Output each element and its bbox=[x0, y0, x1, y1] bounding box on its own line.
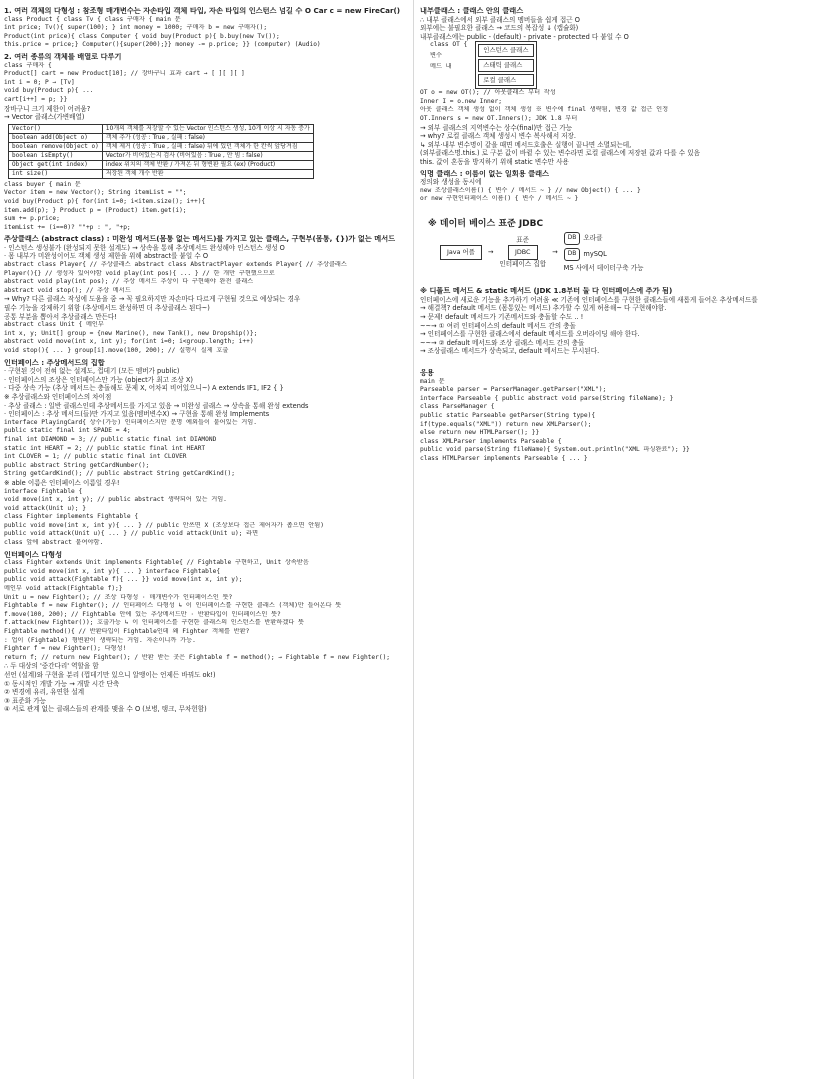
section-heading: 인터페이스 : 추상메서드의 집합 bbox=[4, 358, 105, 367]
method-signature: Object get(int index) bbox=[9, 160, 103, 169]
code-line: interface Parseable { public abstract void parse(String fileName); } bbox=[420, 394, 674, 402]
note-line: 필수 기능을 강제하기 위함 (추상메서드 완성하면 더 추상클래스 된다~) bbox=[4, 304, 210, 313]
code-line: class HTMLParser implements Parseable { ... } bbox=[420, 454, 588, 462]
note-line: → why? 로컬 클래스 객체 생성시 변수 복사해서 저장. bbox=[420, 132, 577, 141]
method-description: 객체 제거 (성공 : True , 실패 : false) 뒤에 있던 객체가 한 칸씩 앞당겨짐 bbox=[102, 142, 313, 151]
code-line: f.move(100, 200); // Fightable 안에 있는 추상메서드만 · 반환타입이 인터페이스인 뜻? bbox=[4, 610, 281, 618]
note-line: (외부클래스명.this.) 로 구분 값이 바뀔 수 있는 변수라면 로컬 클래스에 저장된 값과 다를 수 있음 bbox=[420, 149, 701, 158]
note-line: ② 변경에 유리, 유연한 설계 bbox=[4, 688, 85, 697]
code-line: public void parse(String fileName){ System.out.println("XML 파싱완료"); }} bbox=[420, 446, 690, 454]
code-line: Product[] cart = new Product[10]; // 장바구니 효과 cart → [ ][ ][ ] bbox=[4, 70, 245, 78]
code-line: class buyer { main 문 bbox=[4, 180, 81, 188]
jdbc-interface-label: 인터페이스 집합 bbox=[499, 259, 547, 268]
database-stack bbox=[564, 232, 644, 272]
inner-class-box: 인스턴스 클래스 bbox=[478, 44, 533, 57]
section-heading: ※ 디폴트 메서드 & static 메서드 (JDK 1.8부터 둘 다 인터페이스에 추가 됨) bbox=[420, 287, 673, 296]
note-line: 인터페이스에 새로운 기능을 추가하기 어려움 ≪ 기존에 인터페이스를 구현한 클래스들에 새롭게 들어온 추상메서드를 bbox=[420, 295, 758, 304]
code-line: void move(int x, int y); // public abstract 생략되어 있는 거임. bbox=[4, 496, 227, 504]
method-signature: boolean add(Object o) bbox=[9, 133, 103, 142]
column-divider bbox=[413, 0, 414, 1079]
code-line: public static Parseable getParser(String type){ bbox=[420, 411, 596, 419]
code-line: new 조상클래스이름() { 변수 / 메서드 ~ } // new Object() { ... } bbox=[420, 186, 641, 194]
code-line: else return new HTMLParser(); }} bbox=[420, 429, 540, 437]
code-line: static int HEART = 2; // public static final int HEART bbox=[4, 444, 206, 452]
code-line: void stop(){ ... } group[i].move(100, 200); // 실행시 실제 호출 bbox=[4, 347, 229, 354]
jdbc-note: MS 사에서 데이터구축 가능 bbox=[563, 263, 644, 272]
code-line: public abstract String getCardNumber(); bbox=[4, 461, 150, 469]
code-line: final int DIAMOND = 3; // public static final int DIAMOND bbox=[4, 435, 217, 443]
code-line: Inner I = o.new Inner; bbox=[420, 97, 502, 105]
method-table bbox=[8, 124, 314, 179]
note-line: 외부에는 불필요한 클래스 → 코드의 복잡성 ↓ (캡슐화) bbox=[420, 24, 579, 33]
section-heading: 2. 여러 종류의 객체를 배열로 다루기 bbox=[4, 52, 122, 61]
code-line: public void attack(Fightable f){ ... }} void move(int x, int y); bbox=[4, 576, 243, 584]
section-title: ※ 데이터 베이스 표준 JDBC bbox=[428, 218, 544, 229]
inner-class-diagram bbox=[430, 41, 828, 89]
code-line: Product(int price){ class Computer { void buy(Product p){ b.buy(new Tv()); bbox=[4, 32, 280, 40]
note-line: 선언 (설계)와 구현을 분리 (껍데기만 있으니 알맹이는 언제든 바꿔도 ok!) bbox=[4, 670, 216, 679]
section-heading: 추상클래스 (abstract class) : 미완성 메서드(몸통 없는 메서드)를 가지고 있는 클래스, 구현부(몸통, {})가 없는 메서드 bbox=[4, 235, 396, 244]
method-description: 객체 추가 (성공 : True , 실패 : false) bbox=[102, 133, 313, 142]
note-line: · 몸 내부가 미완성이어도 객체 생성 제한을 위해 abstract를 붙일 수 O bbox=[4, 252, 209, 261]
code-line: public void move(int x, int y){ ... } // public 안쓰면 X (조상보다 접근 제어자가 좁으면 안됨) bbox=[4, 521, 324, 529]
code-line: abstract class Unit { 메인부 bbox=[4, 321, 104, 329]
database-row bbox=[564, 232, 644, 245]
code-line: Fighter f = new Fighter(); 다형성! bbox=[4, 645, 127, 653]
table-row bbox=[9, 169, 314, 178]
jdbc-diagram bbox=[440, 232, 828, 272]
code-line: abstract void move(int x, int y); for(int i=0; i<group.length; i++) bbox=[4, 338, 254, 346]
code-line: class Fighter implements Fightable { bbox=[4, 513, 139, 521]
note-line: · 인스턴스 생성불가 (완성되지 못한 설계도) → 상속을 통해 추상메서드 완성해야 인스턴스 생성 O bbox=[4, 243, 285, 252]
note-line: ① 동시적인 개발 가능 → 개발 시간 단축 bbox=[4, 679, 120, 688]
note-line: ∴ 두 대상의 '중간다리' 역할을 함 bbox=[4, 662, 99, 671]
code-line: 메인부 void attack(Fightable f);} bbox=[4, 585, 123, 593]
code-line: this.price = price;} Computer(){super(200);}} money -= p.price; }} (computer) (Audio) bbox=[4, 41, 321, 49]
database-icon: DB bbox=[564, 248, 581, 261]
note-line: ~~→ ① 여러 인터페이스의 default 메서드 간의 충돌 bbox=[420, 321, 576, 330]
note-line: · 다중 상속 가능 (추상 메서드는 충돌해도 문제 X, 어차피 비어있으니~) A extends IF1, IF2 { } bbox=[4, 384, 284, 393]
inner-class-label: class OT { bbox=[430, 41, 468, 49]
database-name: mySQL bbox=[583, 250, 607, 259]
note-line: · 인터페이스의 조상은 인터페이스만 가능 (object가 최고 조상 X) bbox=[4, 375, 193, 384]
table-row bbox=[9, 142, 314, 151]
inner-class-stack bbox=[475, 41, 536, 89]
note-line: → Vector 클래스(가변배열) bbox=[4, 113, 85, 122]
section-heading: 익명 클래스 : 이름이 없는 일회용 클래스 bbox=[420, 169, 549, 178]
note-line: 장바구니 크기 제한이 어려움? bbox=[4, 104, 91, 113]
inner-class-box: 로컬 클래스 bbox=[478, 74, 533, 87]
note-line: 내부클래스에는 public - (default) - private - protected 다 붙일 수 O bbox=[420, 32, 629, 41]
note-line: ※ 추상클래스와 인터페이스의 차이점 bbox=[4, 392, 112, 401]
note-line: ↳ 외부·내부 변수명이 같을 때면 메서드호출은 실행이 끝나면 소멸되는데, bbox=[420, 140, 632, 149]
code-line: class 앞에 abstract 붙여야함. bbox=[4, 539, 104, 547]
code-line: int i = 0; P → [Tv] bbox=[4, 78, 75, 86]
method-description: Vector가 비어있는지 검사 (비어있음 : True , 안 빔 : false) bbox=[102, 151, 313, 160]
code-line: Unit u = new Fighter(); // 조상 다형성 · 매개변수가 인터페이스인 뜻? bbox=[4, 593, 233, 601]
database-row bbox=[564, 248, 644, 261]
inner-class-box: 스태틱 클래스 bbox=[478, 59, 533, 72]
note-line: ~~→ ② default 메서드와 조상 클래스 메서드 간의 충돌 bbox=[420, 338, 585, 347]
section-heading: 1. 여러 객체의 다형성 : 참조형 매개변수는 자손타입 객체 타입, 자손 타입의 인스턴스 넘길 수 O Car c = new FireCar() bbox=[4, 7, 401, 15]
note-line: → 문제! default 메서드가 기존메서드와 충돌할 수도 .. ! bbox=[420, 313, 584, 322]
section-heading: 내부클래스 : 클래스 안의 클래스 bbox=[420, 7, 524, 15]
section-heading: 응용 bbox=[420, 369, 434, 377]
code-line: int price; Tv(){ super(100); } int money = 1000; 구매자 b = new 구매자(); bbox=[4, 24, 268, 32]
code-line: main 문 bbox=[420, 377, 445, 385]
code-line: class 구매자 { bbox=[4, 61, 52, 69]
code-line: Player(){} // 생성자 있어야함 void play(int pos){ ... } // 한 개만 구현했으므로 bbox=[4, 269, 275, 277]
arrow-right-icon: → bbox=[487, 248, 494, 257]
code-line: interface PlayingCard{ 상수(가능) 인터페이스지만 분명 예외들이 붙어있는 거임. bbox=[4, 418, 257, 426]
code-line: : 업이 (Fightable) 형변환이 생략되는 거임. 자손이니까 가능. bbox=[4, 636, 196, 644]
code-line: int CLOVER = 1; // public static final int CLOVER bbox=[4, 453, 187, 461]
note-line: 공통 부분을 뽑아서 추상클래스 만든다! bbox=[4, 312, 117, 321]
code-line: return f; // return new Fighter(); / 반환 받는 곳은 Fightable f = method(); → Fightable f = new Fighter(); bbox=[4, 653, 391, 661]
code-line: Parseable parser = ParserManager.getParser("XML"); bbox=[420, 386, 607, 394]
note-line: this. 값이 혼동을 방지하기 위해 static 변수만 사용 bbox=[420, 157, 569, 166]
code-line: sum += p.price; bbox=[4, 215, 60, 223]
code-line: class ParseManager { bbox=[420, 403, 495, 411]
method-signature: boolean remove(Object o) bbox=[9, 142, 103, 151]
note-line: ③ 표준화 가능 bbox=[4, 696, 46, 705]
code-line: 아웃 클래스 객체 생성 없이 객체 생성 ※ 변수에 final 생략됨, 변경 값 접근 인정 bbox=[420, 106, 669, 114]
code-line: public void move(int x, int y){ ... } interface Fightable{ bbox=[4, 567, 221, 575]
right-column bbox=[420, 4, 828, 464]
jdbc-stack bbox=[499, 236, 546, 268]
method-signature: boolean isEmpty() bbox=[9, 151, 103, 160]
code-line: class Product { class Tv { class 구매자 { main 문 bbox=[4, 15, 181, 23]
method-description: 10개의 객체를 저장할 수 있는 Vector 인스턴스 생성, 10개 이상 시 자동 증가 bbox=[102, 124, 313, 133]
note-line: · 추상 클래스 : 일반 클래스인데 추상메서드를 가지고 있음 → 미완성 클래스 → 상속을 통해 완성 extends bbox=[4, 401, 309, 410]
note-line: ④ 서로 관계 없는 클래스들의 관계를 맺을 수 O (보병, 탱크, 무차헌함) bbox=[4, 705, 207, 714]
arrow-right-icon: → bbox=[552, 248, 558, 257]
spacer bbox=[420, 274, 828, 284]
note-line: 정의와 생성을 동시에 bbox=[420, 178, 482, 187]
note-line: → 외부 클래스의 지역변수는 상수(final)만 접근 가능 bbox=[420, 123, 573, 132]
database-icon: DB bbox=[564, 232, 581, 245]
code-line: int x, y; Unit[] group = {new Marine(), new Tank(), new Dropship()}; bbox=[4, 329, 258, 337]
code-line: String getCardKind(); // public abstract String getCardKind(); bbox=[4, 470, 235, 478]
code-line: void buy(Product p){ ... bbox=[4, 87, 94, 95]
spacer bbox=[420, 356, 828, 366]
jdbc-standard-label: 표준 bbox=[516, 236, 530, 245]
left-column bbox=[4, 4, 408, 714]
code-line: abstract class Player{ // 추상클래스 abstract class AbstractPlayer extends Player{ // 추상클래스 bbox=[4, 261, 347, 269]
code-line: void buy(Product p){ for(int i=0; i<item.size(); i++){ bbox=[4, 197, 206, 205]
table-row bbox=[9, 124, 314, 133]
code-line: class Fighter extends Unit implements Fightable{ // Fightable 구현하고, Unit 상속받음 bbox=[4, 559, 309, 567]
code-line: interface Fightable { bbox=[4, 487, 83, 495]
spacer bbox=[420, 204, 828, 214]
code-line: OT.Inners s = new OT.Inners(); JDK 1.8 부터 bbox=[420, 114, 578, 122]
note-line: · 구현된 것이 전혀 없는 설계도, 껍데기 (모든 멤버가 public) bbox=[4, 367, 180, 376]
note-line: → Why? 다른 클래스 작성에 도움을 줌 → 꼭 필요하지만 자손마다 다르게 구현될 것으로 예상되는 경우 bbox=[4, 295, 301, 304]
code-line: if(type.equals("XML")) return new XMLParser(); bbox=[420, 420, 592, 428]
code-line: public void attack(Unit u){ ... } // public void attack(Unit u); 라면 bbox=[4, 530, 259, 538]
inner-class-label: 메드 내 bbox=[430, 62, 452, 70]
code-line: class XMLParser implements Parseable { bbox=[420, 437, 562, 445]
code-line: f.attack(new Fighter()); 호출가능 ↳ 이 인터페이스를 구현한 클래스의 인스턴스를 반환하겠다 뜻 bbox=[4, 619, 304, 627]
java-app-box: Java 어플 bbox=[440, 245, 482, 260]
note-line: · 인터페이스 : 추상 메서드(들)만 가지고 있음(멤버변수X) → 구현을 통해 완성 Implements bbox=[4, 410, 270, 419]
code-line: item.add(p); } Product p = (Product) item.get(i); bbox=[4, 206, 187, 214]
code-line: Fightable f = new Fighter(); // 인터페이스 다형성 ↳ 이 인터페이스를 구현한 클래스 (객체)만 들어온다 뜻 bbox=[4, 602, 342, 610]
code-line: public static final int SPADE = 4; bbox=[4, 427, 131, 435]
code-line: Vector item = new Vector(); String itemList = ""; bbox=[4, 189, 187, 197]
inner-class-label: 변수 bbox=[430, 51, 442, 59]
code-line: void attack(Unit u); } bbox=[4, 504, 86, 512]
note-line: → 인터페이스를 구현한 클래스에서 default 메서드를 오버라이딩 해야 한다. bbox=[420, 330, 640, 339]
jdbc-box: JDBC bbox=[508, 245, 538, 260]
code-line: itemList += (i==0)? ""+p : ", "+p; bbox=[4, 223, 131, 231]
code-line: OT o = new OT(); // 아웃클래스 부터 작성 bbox=[420, 89, 556, 97]
code-line: cart[i++] = p; }} bbox=[4, 95, 68, 103]
code-line: Fightable method(){ // 반환타입이 Fightable인데 왜 Fighter 객체를 반환? bbox=[4, 628, 250, 635]
method-description: 저장된 객체 개수 반환 bbox=[102, 169, 313, 178]
table-row bbox=[9, 133, 314, 142]
code-line: abstract void play(int pos); // 추상 메서드 추상이 다 구현해야 완전 클래스 bbox=[4, 278, 254, 286]
note-line: ∴ 내부 클래스에서 외부 클래스의 멤버들을 쉽게 접근 O bbox=[420, 15, 580, 24]
method-signature: int size() bbox=[9, 169, 103, 178]
code-line: or new 구현인터페이스 이름() { 변수 / 메서드 ~ } bbox=[420, 195, 579, 203]
code-line: abstract void stop(); // 추상 메서드 bbox=[4, 286, 131, 294]
note-line: → 해결책? default 메서드 (몸통있는 메서드) 추가할 수 있게 허용해~ 다 구현해야함. bbox=[420, 304, 667, 313]
database-name: 오라클 bbox=[583, 234, 603, 243]
note-line: → 조상클래스 메서드가 상속되고, default 메서드는 무시된다. bbox=[420, 347, 600, 356]
table-row bbox=[9, 160, 314, 169]
note-line: ※ able 이름은 인터페이스 이름일 경우! bbox=[4, 478, 120, 487]
method-description: index 위치의 객체 반환 / 가져온 뒤 형변환 필요 (ex) (Product) bbox=[102, 160, 313, 169]
method-signature: Vector() bbox=[9, 124, 103, 133]
section-heading: 인터페이스 다형성 bbox=[4, 550, 63, 559]
table-row bbox=[9, 151, 314, 160]
inner-class-labels bbox=[430, 41, 467, 89]
